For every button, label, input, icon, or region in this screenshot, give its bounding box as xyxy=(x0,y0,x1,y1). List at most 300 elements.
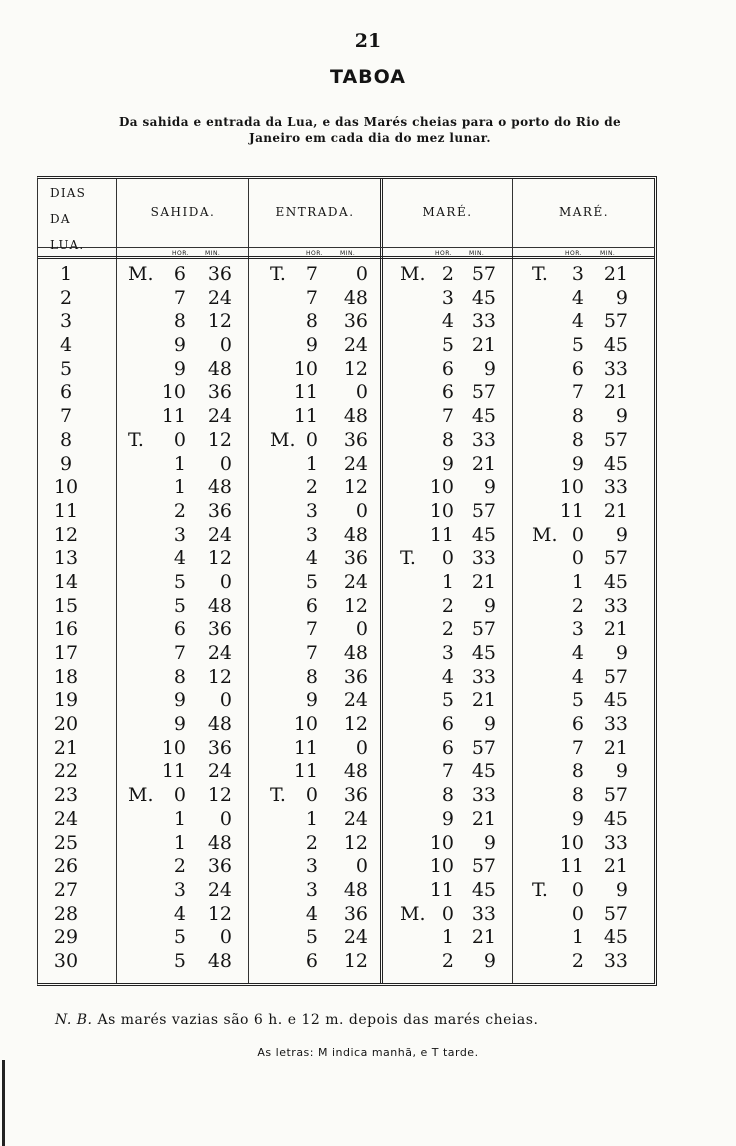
cell-mare1-min: 33 xyxy=(471,428,496,451)
page-title: TABOA xyxy=(329,66,407,88)
cell-entrada-hour: 11 xyxy=(293,381,318,404)
cell-day: 23 xyxy=(53,784,79,807)
cell-mare1-hour: 11 xyxy=(429,523,454,546)
cell-mare1-min: 45 xyxy=(471,523,496,546)
cell-mare2-hour: 5 xyxy=(571,689,584,712)
cell-day: 3 xyxy=(59,310,73,333)
cell-sahida-min: 24 xyxy=(207,286,232,309)
cell-mare2-min: 9 xyxy=(615,286,628,309)
table-row xyxy=(0,452,736,476)
cell-mare2-min: 33 xyxy=(603,713,628,736)
cell-mare2-min: 57 xyxy=(603,547,628,570)
cell-entrada-min: 36 xyxy=(343,310,368,333)
table-row xyxy=(0,594,736,618)
cell-mare2-min: 9 xyxy=(615,878,628,901)
cell-mare2-min: 9 xyxy=(615,642,628,664)
cell-mare1-hour: 1 xyxy=(441,570,454,593)
cell-mare2-period: M. xyxy=(532,523,558,546)
cell-mare2-hour: 0 xyxy=(571,523,584,546)
table-row xyxy=(0,546,736,570)
cell-sahida-min: 48 xyxy=(207,831,232,854)
cell-day: 20 xyxy=(53,713,79,736)
cell-day: 9 xyxy=(59,452,73,475)
cell-mare2-min: 21 xyxy=(603,499,628,522)
cell-mare2-hour: 11 xyxy=(559,499,584,522)
cell-sahida-min: 24 xyxy=(207,405,232,428)
cell-sahida-min: 12 xyxy=(207,310,232,333)
sublabel-min: MIN. xyxy=(469,250,485,257)
cell-mare1-min: 33 xyxy=(471,310,496,333)
cell-mare1-hour: 0 xyxy=(441,547,454,570)
table-row xyxy=(0,262,736,286)
table-row xyxy=(0,925,736,949)
cell-entrada-hour: 7 xyxy=(305,286,318,309)
cell-entrada-hour: 7 xyxy=(305,642,318,664)
cell-mare2-hour: 0 xyxy=(571,547,584,570)
cell-mare2-hour: 11 xyxy=(559,855,584,878)
table-row xyxy=(0,499,736,523)
cell-day: 18 xyxy=(53,665,79,688)
cell-day: 13 xyxy=(53,547,79,570)
cell-day: 24 xyxy=(53,807,79,830)
cell-mare2-hour: 4 xyxy=(571,642,584,664)
cell-sahida-hour: 1 xyxy=(173,831,186,854)
cell-mare2-period: T. xyxy=(532,263,548,285)
table-row xyxy=(0,759,736,783)
cell-mare2-min: 57 xyxy=(603,665,628,688)
cell-mare1-hour: 10 xyxy=(429,831,454,854)
cell-mare1-hour: 8 xyxy=(441,784,454,807)
header-dias-da-lua xyxy=(50,180,86,258)
cell-entrada-min: 48 xyxy=(343,286,368,309)
page-number: 21 xyxy=(354,30,382,52)
cell-day: 6 xyxy=(59,381,73,404)
cell-sahida-hour: 0 xyxy=(173,428,186,451)
cell-entrada-min: 24 xyxy=(343,926,368,949)
cell-mare2-hour: 2 xyxy=(571,949,584,972)
cell-mare2-min: 33 xyxy=(603,949,628,972)
cell-entrada-hour: 3 xyxy=(305,499,318,522)
header-sahida: SAHIDA. xyxy=(150,205,216,219)
cell-entrada-min: 24 xyxy=(343,334,368,357)
cell-mare1-min: 9 xyxy=(483,949,496,972)
table-row xyxy=(0,878,736,902)
cell-entrada-hour: 3 xyxy=(305,523,318,546)
cell-mare1-hour: 9 xyxy=(441,807,454,830)
cell-mare1-hour: 10 xyxy=(429,476,454,499)
cell-sahida-min: 48 xyxy=(207,357,232,380)
cell-entrada-min: 0 xyxy=(355,381,368,404)
cell-mare1-min: 57 xyxy=(471,263,496,285)
cell-entrada-min: 0 xyxy=(355,263,368,285)
cell-entrada-period: T. xyxy=(270,784,286,807)
subtitle-line-2: Janeiro em cada dia do mez lunar. xyxy=(249,131,491,145)
table-row xyxy=(0,665,736,689)
cell-sahida-min: 36 xyxy=(207,263,232,285)
sublabel-min: MIN. xyxy=(205,250,221,257)
cell-sahida-period: M. xyxy=(128,263,154,285)
cell-mare1-min: 21 xyxy=(471,689,496,712)
note-prefix: N. B. xyxy=(55,1012,93,1028)
cell-entrada-hour: 8 xyxy=(305,310,318,333)
cell-mare1-hour: 2 xyxy=(441,618,454,641)
cell-mare1-min: 45 xyxy=(471,760,496,783)
cell-mare2-period: T. xyxy=(532,878,548,901)
cell-sahida-hour: 1 xyxy=(173,807,186,830)
cell-sahida-hour: 10 xyxy=(161,381,186,404)
cell-mare1-hour: 4 xyxy=(441,665,454,688)
cell-entrada-hour: 8 xyxy=(305,665,318,688)
cell-day: 14 xyxy=(53,570,79,593)
sublabel-min: MIN. xyxy=(340,250,356,257)
cell-mare2-hour: 8 xyxy=(571,428,584,451)
cell-sahida-hour: 10 xyxy=(161,736,186,759)
cell-mare1-hour: 6 xyxy=(441,713,454,736)
cell-entrada-hour: 2 xyxy=(305,831,318,854)
cell-entrada-min: 0 xyxy=(355,855,368,878)
cell-mare2-hour: 6 xyxy=(571,713,584,736)
table-row xyxy=(0,475,736,499)
cell-entrada-hour: 6 xyxy=(305,594,318,617)
cell-sahida-min: 24 xyxy=(207,878,232,901)
cell-mare1-hour: 5 xyxy=(441,689,454,712)
cell-sahida-hour: 8 xyxy=(173,310,186,333)
cell-mare2-hour: 3 xyxy=(571,618,584,641)
cell-entrada-min: 0 xyxy=(355,618,368,641)
cell-mare2-hour: 0 xyxy=(571,878,584,901)
cell-mare1-hour: 6 xyxy=(441,736,454,759)
table-row xyxy=(0,902,736,926)
cell-mare1-hour: 6 xyxy=(441,381,454,404)
cell-sahida-min: 12 xyxy=(207,428,232,451)
header-da: DA xyxy=(50,212,71,226)
table-row xyxy=(0,428,736,452)
cell-mare2-hour: 4 xyxy=(571,310,584,333)
cell-entrada-min: 24 xyxy=(343,570,368,593)
cell-mare1-hour: 10 xyxy=(429,499,454,522)
cell-mare2-hour: 5 xyxy=(571,334,584,357)
cell-mare2-hour: 10 xyxy=(559,476,584,499)
cell-sahida-period: T. xyxy=(128,428,144,451)
cell-sahida-min: 36 xyxy=(207,736,232,759)
cell-entrada-hour: 2 xyxy=(305,476,318,499)
cell-mare2-min: 57 xyxy=(603,902,628,925)
cell-sahida-hour: 9 xyxy=(173,713,186,736)
cell-sahida-hour: 6 xyxy=(173,618,186,641)
cell-sahida-period: M. xyxy=(128,784,154,807)
cell-sahida-min: 36 xyxy=(207,855,232,878)
table-row xyxy=(0,309,736,333)
cell-mare1-hour: 7 xyxy=(441,405,454,428)
subtitle-line-1: Da sahida e entrada da Lua, e das Marés cheias para o porto do Rio de xyxy=(118,115,622,129)
cell-entrada-hour: 11 xyxy=(293,405,318,428)
cell-day: 21 xyxy=(53,736,79,759)
table-row xyxy=(0,831,736,855)
cell-mare2-min: 21 xyxy=(603,855,628,878)
cell-mare1-min: 21 xyxy=(471,452,496,475)
cell-sahida-hour: 11 xyxy=(161,405,186,428)
cell-sahida-min: 12 xyxy=(207,665,232,688)
cell-entrada-min: 24 xyxy=(343,807,368,830)
cell-sahida-min: 0 xyxy=(219,689,232,712)
cell-sahida-hour: 9 xyxy=(173,334,186,357)
cell-mare1-min: 45 xyxy=(471,405,496,428)
cell-mare1-hour: 9 xyxy=(441,452,454,475)
cell-mare1-hour: 4 xyxy=(441,310,454,333)
cell-entrada-min: 12 xyxy=(343,476,368,499)
cell-entrada-hour: 5 xyxy=(305,926,318,949)
cell-sahida-hour: 1 xyxy=(173,476,186,499)
cell-mare1-min: 33 xyxy=(471,784,496,807)
cell-mare1-min: 33 xyxy=(471,665,496,688)
cell-sahida-min: 0 xyxy=(219,926,232,949)
table-row xyxy=(0,523,736,547)
table-row xyxy=(0,357,736,381)
cell-day: 26 xyxy=(53,855,79,878)
cell-entrada-hour: 7 xyxy=(305,618,318,641)
cell-day: 2 xyxy=(59,286,73,309)
cell-mare1-min: 45 xyxy=(471,878,496,901)
binding-edge xyxy=(2,1060,5,1146)
cell-sahida-min: 24 xyxy=(207,760,232,783)
cell-mare1-period: M. xyxy=(400,263,426,285)
cell-entrada-min: 48 xyxy=(343,642,368,664)
cell-mare2-hour: 6 xyxy=(571,357,584,380)
table-row xyxy=(0,641,736,665)
cell-mare1-min: 9 xyxy=(483,594,496,617)
cell-mare2-min: 21 xyxy=(603,381,628,404)
cell-mare1-period: M. xyxy=(400,902,426,925)
cell-day: 11 xyxy=(53,499,79,522)
table-row xyxy=(0,949,736,973)
cell-mare2-min: 45 xyxy=(603,570,628,593)
cell-mare2-min: 33 xyxy=(603,594,628,617)
cell-sahida-hour: 5 xyxy=(173,926,186,949)
cell-entrada-hour: 9 xyxy=(305,334,318,357)
cell-sahida-min: 12 xyxy=(207,547,232,570)
cell-mare2-min: 21 xyxy=(603,263,628,285)
cell-sahida-min: 0 xyxy=(219,452,232,475)
cell-sahida-min: 0 xyxy=(219,807,232,830)
cell-entrada-hour: 3 xyxy=(305,878,318,901)
cell-sahida-min: 0 xyxy=(219,570,232,593)
cell-day: 22 xyxy=(53,760,79,783)
cell-day: 29 xyxy=(53,926,79,949)
cell-sahida-hour: 9 xyxy=(173,357,186,380)
table-row xyxy=(0,380,736,404)
cell-entrada-hour: 9 xyxy=(305,689,318,712)
cell-entrada-min: 24 xyxy=(343,689,368,712)
cell-entrada-hour: 10 xyxy=(293,357,318,380)
cell-day: 27 xyxy=(53,878,79,901)
cell-sahida-hour: 3 xyxy=(173,878,186,901)
cell-sahida-hour: 7 xyxy=(173,286,186,309)
header-dias: DIAS xyxy=(50,186,87,200)
cell-entrada-hour: 11 xyxy=(293,760,318,783)
cell-entrada-min: 36 xyxy=(343,784,368,807)
cell-mare1-min: 57 xyxy=(471,736,496,759)
cell-mare1-min: 9 xyxy=(483,357,496,380)
cell-mare2-hour: 1 xyxy=(571,926,584,949)
cell-entrada-hour: 0 xyxy=(305,428,318,451)
cell-mare1-min: 57 xyxy=(471,855,496,878)
header-mare-2: MARÉ. xyxy=(558,205,610,219)
cell-mare1-min: 45 xyxy=(471,642,496,664)
cell-sahida-min: 48 xyxy=(207,713,232,736)
cell-sahida-hour: 5 xyxy=(173,949,186,972)
cell-mare1-hour: 2 xyxy=(441,949,454,972)
cell-entrada-hour: 1 xyxy=(305,452,318,475)
cell-mare2-min: 33 xyxy=(603,831,628,854)
cell-entrada-min: 12 xyxy=(343,357,368,380)
cell-mare2-hour: 7 xyxy=(571,736,584,759)
cell-mare2-min: 57 xyxy=(603,428,628,451)
cell-entrada-hour: 6 xyxy=(305,949,318,972)
cell-entrada-hour: 10 xyxy=(293,713,318,736)
cell-entrada-hour: 3 xyxy=(305,855,318,878)
cell-day: 4 xyxy=(59,334,73,357)
note xyxy=(55,1012,715,1028)
cell-sahida-hour: 2 xyxy=(173,855,186,878)
table-row xyxy=(0,783,736,807)
cell-mare1-hour: 2 xyxy=(441,594,454,617)
table-row xyxy=(0,688,736,712)
cell-mare2-min: 21 xyxy=(603,736,628,759)
cell-sahida-min: 48 xyxy=(207,594,232,617)
cell-sahida-hour: 5 xyxy=(173,570,186,593)
cell-entrada-period: M. xyxy=(270,428,296,451)
cell-sahida-min: 24 xyxy=(207,642,232,664)
cell-mare2-hour: 8 xyxy=(571,784,584,807)
cell-mare2-min: 9 xyxy=(615,405,628,428)
cell-entrada-min: 48 xyxy=(343,523,368,546)
cell-mare1-min: 45 xyxy=(471,286,496,309)
cell-sahida-hour: 7 xyxy=(173,642,186,664)
cell-mare2-min: 45 xyxy=(603,926,628,949)
cell-mare1-min: 33 xyxy=(471,902,496,925)
note-text: As marés vazias são 6 h. e 12 m. depois das marés cheias. xyxy=(97,1012,539,1028)
cell-sahida-hour: 4 xyxy=(173,902,186,925)
table-row xyxy=(0,617,736,641)
cell-sahida-hour: 2 xyxy=(173,499,186,522)
cell-entrada-min: 12 xyxy=(343,713,368,736)
cell-mare1-hour: 5 xyxy=(441,334,454,357)
cell-sahida-min: 24 xyxy=(207,523,232,546)
cell-mare1-hour: 1 xyxy=(441,926,454,949)
cell-mare1-min: 57 xyxy=(471,499,496,522)
cell-mare1-min: 57 xyxy=(471,618,496,641)
header-lua: LUA. xyxy=(50,238,85,252)
cell-mare2-hour: 3 xyxy=(571,263,584,285)
cell-mare1-hour: 3 xyxy=(441,642,454,664)
cell-entrada-min: 36 xyxy=(343,902,368,925)
cell-entrada-min: 12 xyxy=(343,949,368,972)
table-row xyxy=(0,570,736,594)
cell-sahida-hour: 9 xyxy=(173,689,186,712)
cell-mare2-min: 33 xyxy=(603,357,628,380)
sublabel-hor: HOR. xyxy=(172,250,190,257)
table-row xyxy=(0,736,736,760)
table-row xyxy=(0,286,736,310)
cell-day: 1 xyxy=(59,263,73,285)
cell-entrada-min: 12 xyxy=(343,831,368,854)
cell-day: 12 xyxy=(53,523,79,546)
cell-mare2-hour: 8 xyxy=(571,760,584,783)
cell-sahida-hour: 3 xyxy=(173,523,186,546)
cell-mare2-min: 45 xyxy=(603,452,628,475)
cell-sahida-hour: 11 xyxy=(161,760,186,783)
table-row xyxy=(0,333,736,357)
cell-sahida-hour: 5 xyxy=(173,594,186,617)
cell-entrada-hour: 0 xyxy=(305,784,318,807)
legend: As letras: M indica manhã, e T tarde. xyxy=(257,1046,479,1059)
cell-mare2-hour: 4 xyxy=(571,665,584,688)
cell-mare2-hour: 10 xyxy=(559,831,584,854)
cell-entrada-min: 36 xyxy=(343,547,368,570)
cell-mare2-hour: 8 xyxy=(571,405,584,428)
cell-sahida-min: 12 xyxy=(207,902,232,925)
cell-mare2-min: 45 xyxy=(603,689,628,712)
cell-sahida-hour: 8 xyxy=(173,665,186,688)
cell-entrada-hour: 7 xyxy=(305,263,318,285)
cell-day: 7 xyxy=(59,405,73,428)
cell-sahida-hour: 1 xyxy=(173,452,186,475)
cell-mare2-hour: 4 xyxy=(571,286,584,309)
cell-mare1-hour: 7 xyxy=(441,760,454,783)
cell-sahida-min: 36 xyxy=(207,618,232,641)
cell-entrada-min: 12 xyxy=(343,594,368,617)
cell-mare1-hour: 8 xyxy=(441,428,454,451)
cell-sahida-min: 36 xyxy=(207,499,232,522)
cell-mare1-min: 21 xyxy=(471,334,496,357)
cell-day: 28 xyxy=(53,902,79,925)
cell-mare2-min: 33 xyxy=(603,476,628,499)
cell-sahida-hour: 4 xyxy=(173,547,186,570)
sublabel-hor: HOR. xyxy=(306,250,324,257)
table-row xyxy=(0,712,736,736)
cell-entrada-hour: 5 xyxy=(305,570,318,593)
cell-entrada-hour: 4 xyxy=(305,547,318,570)
cell-sahida-hour: 0 xyxy=(173,784,186,807)
cell-mare1-min: 9 xyxy=(483,476,496,499)
cell-mare1-hour: 6 xyxy=(441,357,454,380)
cell-sahida-min: 0 xyxy=(219,334,232,357)
cell-mare1-hour: 0 xyxy=(441,902,454,925)
cell-mare2-min: 21 xyxy=(603,618,628,641)
cell-mare1-hour: 2 xyxy=(441,263,454,285)
cell-entrada-hour: 11 xyxy=(293,736,318,759)
table-row xyxy=(0,854,736,878)
sublabel-hor: HOR. xyxy=(565,250,583,257)
sublabel-min: MIN. xyxy=(600,250,616,257)
cell-mare1-hour: 10 xyxy=(429,855,454,878)
cell-day: 8 xyxy=(59,428,73,451)
cell-mare1-hour: 3 xyxy=(441,286,454,309)
cell-mare1-period: T. xyxy=(400,547,416,570)
cell-mare1-min: 9 xyxy=(483,713,496,736)
cell-mare1-min: 21 xyxy=(471,570,496,593)
cell-mare1-min: 9 xyxy=(483,831,496,854)
cell-mare2-min: 57 xyxy=(603,310,628,333)
cell-mare2-hour: 1 xyxy=(571,570,584,593)
table-row xyxy=(0,807,736,831)
cell-mare2-min: 57 xyxy=(603,784,628,807)
cell-mare2-min: 9 xyxy=(615,760,628,783)
cell-entrada-min: 48 xyxy=(343,405,368,428)
cell-mare1-min: 33 xyxy=(471,547,496,570)
header-entrada: ENTRADA. xyxy=(275,205,355,219)
cell-mare2-hour: 7 xyxy=(571,381,584,404)
